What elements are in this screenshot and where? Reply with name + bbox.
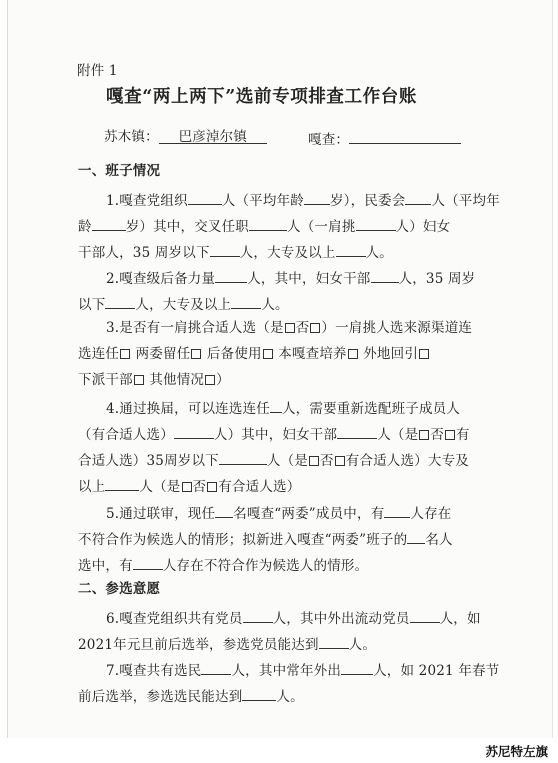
gacha-line [308, 128, 461, 149]
blank[interactable] [336, 241, 366, 257]
item-1-line-3: 干部人，35 周岁以下 人，大专及以上 人。 [78, 241, 393, 262]
item-2-line-1: 2.嘎查级后备力量 人，其中，妇女干部 人，35 周岁 [106, 267, 475, 288]
sumu-label: 苏木镇： [104, 129, 159, 145]
item-4-line-2: （有合适人选） 人）其中，妇女干部 人（是 否 有 [78, 423, 470, 444]
checkbox[interactable] [335, 456, 345, 466]
item-2-line-2: 以下 人，大专及以上 人。 [78, 293, 289, 314]
item-4-line-1: 4.通过换届，可以连选连任 人，需要重新选配班子成员人 [106, 397, 460, 418]
blank[interactable] [242, 685, 276, 701]
item-3-line-3: 下派干部 其他情况 ） [78, 372, 230, 388]
attachment-label: 附件 1 [77, 63, 118, 79]
item-5-line-3: 选中，有 人存在不符合作为候选人的情形。 [78, 554, 368, 575]
blank[interactable] [219, 449, 267, 465]
item-7-line-2: 前后选举，参选选民能达到 人。 [78, 685, 304, 706]
item-1-line-1: 1.嘎查党组织 人（平均年龄 岁），民委会 人（平均年 [106, 189, 500, 210]
checkbox[interactable] [207, 482, 217, 492]
blank[interactable] [243, 607, 273, 623]
section-heading-2: 二、参选意愿 [78, 581, 161, 597]
blank[interactable] [105, 475, 139, 491]
gacha-field[interactable] [349, 128, 461, 144]
blank[interactable] [92, 215, 126, 231]
blank[interactable] [270, 397, 282, 413]
item-6-line-1: 6.嘎查党组织共有党员 人，其中外出流动党员 人，如 [106, 607, 481, 628]
blank[interactable] [405, 189, 431, 205]
checkbox[interactable] [182, 482, 192, 492]
checkbox[interactable] [348, 349, 358, 359]
item-3-line-1: 3.是否有一肩挑合适人选（是 否 ）一肩挑人选来源渠道连 [106, 320, 473, 336]
blank[interactable] [337, 423, 377, 439]
checkbox[interactable] [310, 323, 320, 333]
checkbox[interactable] [419, 349, 429, 359]
blank[interactable] [174, 423, 214, 439]
footer-bar [0, 738, 558, 763]
checkbox[interactable] [445, 430, 455, 440]
item-7-line-1: 7.嘎查共有选民 人，其中常年外出 人，如 2021 年春节 [106, 659, 499, 680]
checkbox[interactable] [309, 456, 319, 466]
blank[interactable] [201, 659, 231, 675]
item-5-line-1: 5.通过联审，现任 名嘎查“两委”成员中，有 人存在 [106, 502, 452, 523]
blank[interactable] [410, 607, 440, 623]
item-3-line-2: 选连任 两委留任 后备使用 本嘎查培养 外地回引 [78, 345, 430, 363]
blank[interactable] [356, 215, 396, 231]
checkbox[interactable] [285, 323, 295, 333]
document-title: 嘎查“两上两下”选前专项排查工作台账 [106, 87, 417, 107]
item-4-line-3: 合适人选）35周岁以下 人（是 否 有合适人选）大专及 [78, 449, 469, 470]
blank[interactable] [341, 659, 373, 675]
gacha-label: 嘎查： [308, 132, 350, 148]
checkbox[interactable] [191, 349, 201, 359]
blank[interactable] [215, 267, 247, 283]
footer-source-label: 苏尼特左旗 [485, 744, 548, 759]
item-5-line-2: 不符合作为候选人的情形；拟新进入嘎查“两委”班子的 名人 [78, 528, 453, 549]
checkbox[interactable] [263, 349, 273, 359]
blank[interactable] [371, 267, 399, 283]
checkbox[interactable] [205, 375, 215, 385]
blank[interactable] [231, 293, 261, 309]
sumu-value: 巴彦淖尔镇 [178, 129, 248, 145]
blank[interactable] [319, 633, 349, 649]
sumu-line [104, 128, 267, 146]
document-page [7, 0, 553, 738]
section-heading-1: 一、班子情况 [78, 163, 161, 179]
blank[interactable] [188, 189, 222, 205]
item-4-line-4: 以上 人（是 否 有合适人选） [78, 475, 300, 496]
checkbox[interactable] [419, 430, 429, 440]
sumu-field[interactable] [159, 128, 267, 144]
blank[interactable] [105, 293, 135, 309]
blank[interactable] [384, 502, 410, 518]
checkbox[interactable] [120, 349, 130, 359]
blank[interactable] [133, 554, 163, 570]
blank[interactable] [249, 215, 287, 231]
item-1-line-2: 龄 岁）其中，交叉任职 人（一肩挑 人）妇女 [78, 215, 450, 236]
blank[interactable] [210, 241, 240, 257]
blank[interactable] [407, 528, 425, 544]
item-6-line-2: 2021年元旦前后选举，参选党员能达到 人。 [78, 633, 376, 654]
checkbox[interactable] [134, 375, 144, 385]
blank[interactable] [304, 189, 330, 205]
blank[interactable] [215, 502, 233, 518]
